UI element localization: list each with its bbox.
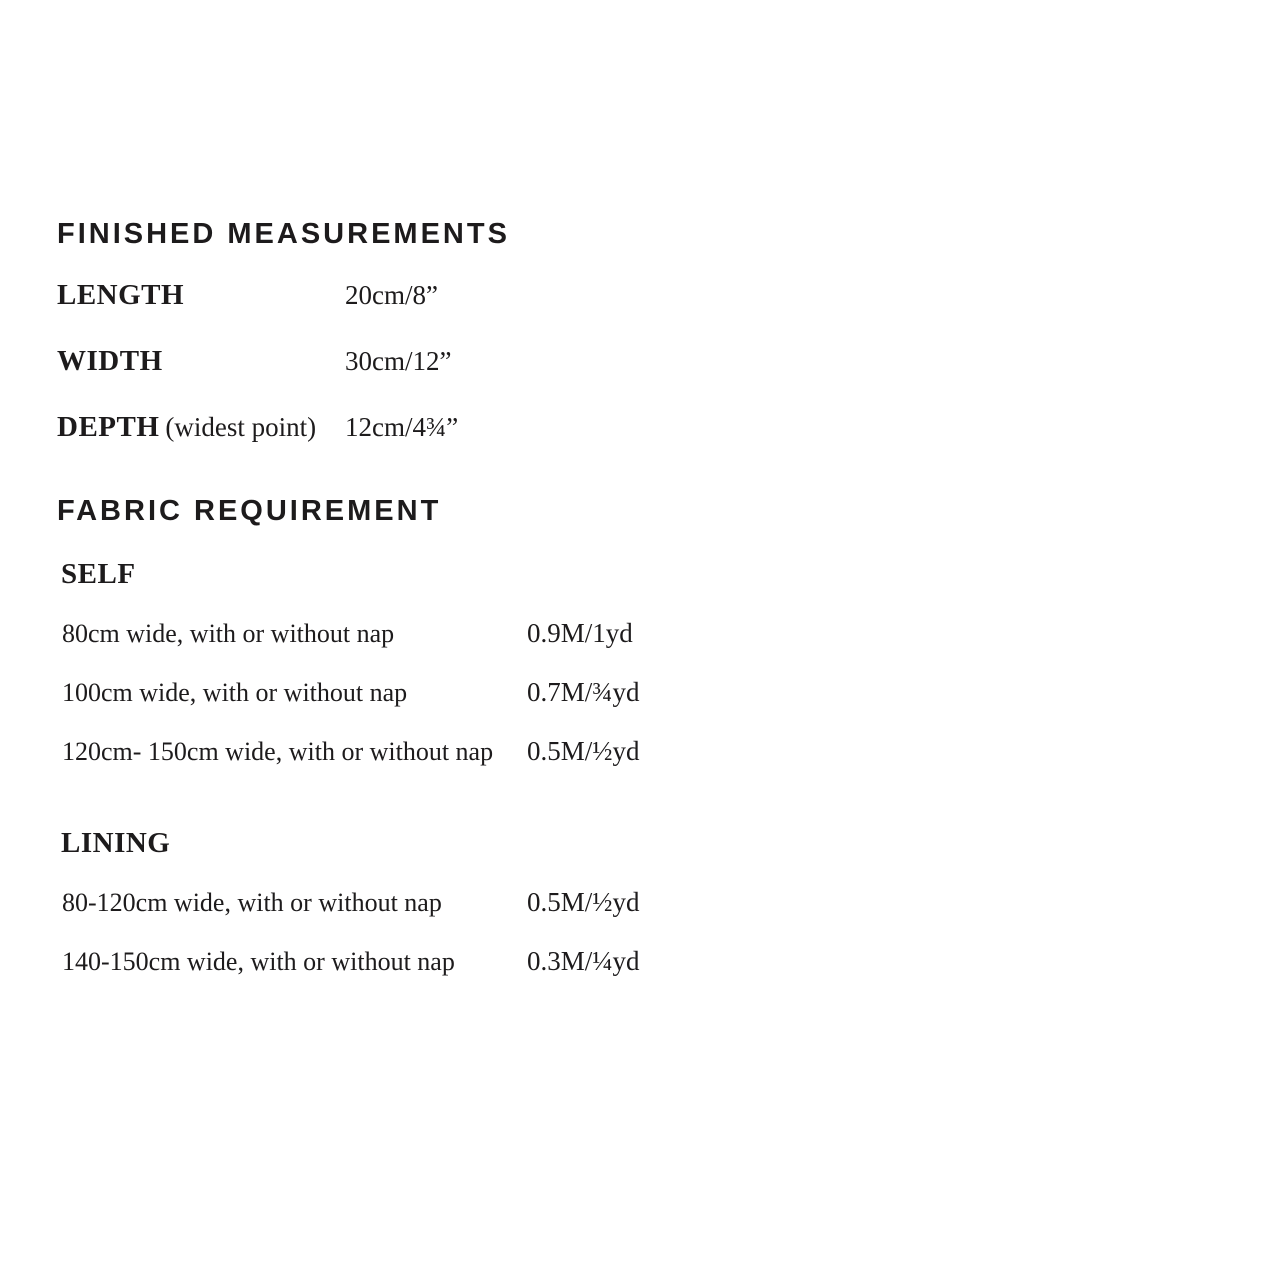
measurement-row-length: [57, 280, 1207, 315]
measurement-label: DEPTH: [57, 411, 160, 443]
fabric-requirement-title: FABRIC REQUIREMENT: [57, 495, 442, 527]
fabric-row: [62, 888, 1207, 917]
fabric-row: [62, 737, 1207, 766]
measurement-value: 20cm/8”: [345, 280, 438, 310]
measurement-label: LENGTH: [57, 279, 185, 311]
finished-measurements-title: FINISHED MEASUREMENTS: [57, 218, 510, 250]
fabric-section-label: SELF: [61, 558, 136, 590]
fabric-value: 0.9M/1yd: [527, 618, 633, 648]
fabric-description: 80cm wide, with or without nap: [62, 619, 395, 648]
measurement-note: (widest point): [165, 412, 317, 442]
fabric-row: [62, 947, 1207, 976]
measurement-row-width: [57, 346, 1207, 381]
fabric-value: 0.3M/¼yd: [527, 946, 640, 976]
fabric-section-label: LINING: [61, 827, 171, 859]
fabric-rows: [62, 888, 1207, 976]
fabric-value: 0.5M/½yd: [527, 736, 640, 766]
fabric-value: 0.5M/½yd: [527, 887, 640, 917]
fabric-description: 140-150cm wide, with or without nap: [62, 947, 455, 976]
fabric-description: 120cm- 150cm wide, with or without nap: [62, 737, 494, 766]
measurement-label-cell: [57, 280, 345, 315]
fabric-section-self: [57, 559, 1207, 766]
measurement-row-depth: [57, 412, 1207, 447]
fabric-rows: [62, 619, 1207, 766]
measurement-value: 30cm/12”: [345, 346, 452, 376]
measurement-label-cell: [57, 412, 345, 447]
fabric-row: [62, 678, 1207, 707]
measurement-label: WIDTH: [57, 345, 163, 377]
finished-measurements-table: [57, 280, 1207, 447]
document-content: [57, 220, 1207, 976]
fabric-description: 80-120cm wide, with or without nap: [62, 888, 442, 917]
measurement-value: 12cm/4¾”: [345, 412, 459, 442]
fabric-value: 0.7M/¾yd: [527, 677, 640, 707]
fabric-row: [62, 619, 1207, 648]
fabric-description: 100cm wide, with or without nap: [62, 678, 408, 707]
measurement-label-cell: [57, 346, 345, 381]
fabric-section-lining: [57, 828, 1207, 976]
